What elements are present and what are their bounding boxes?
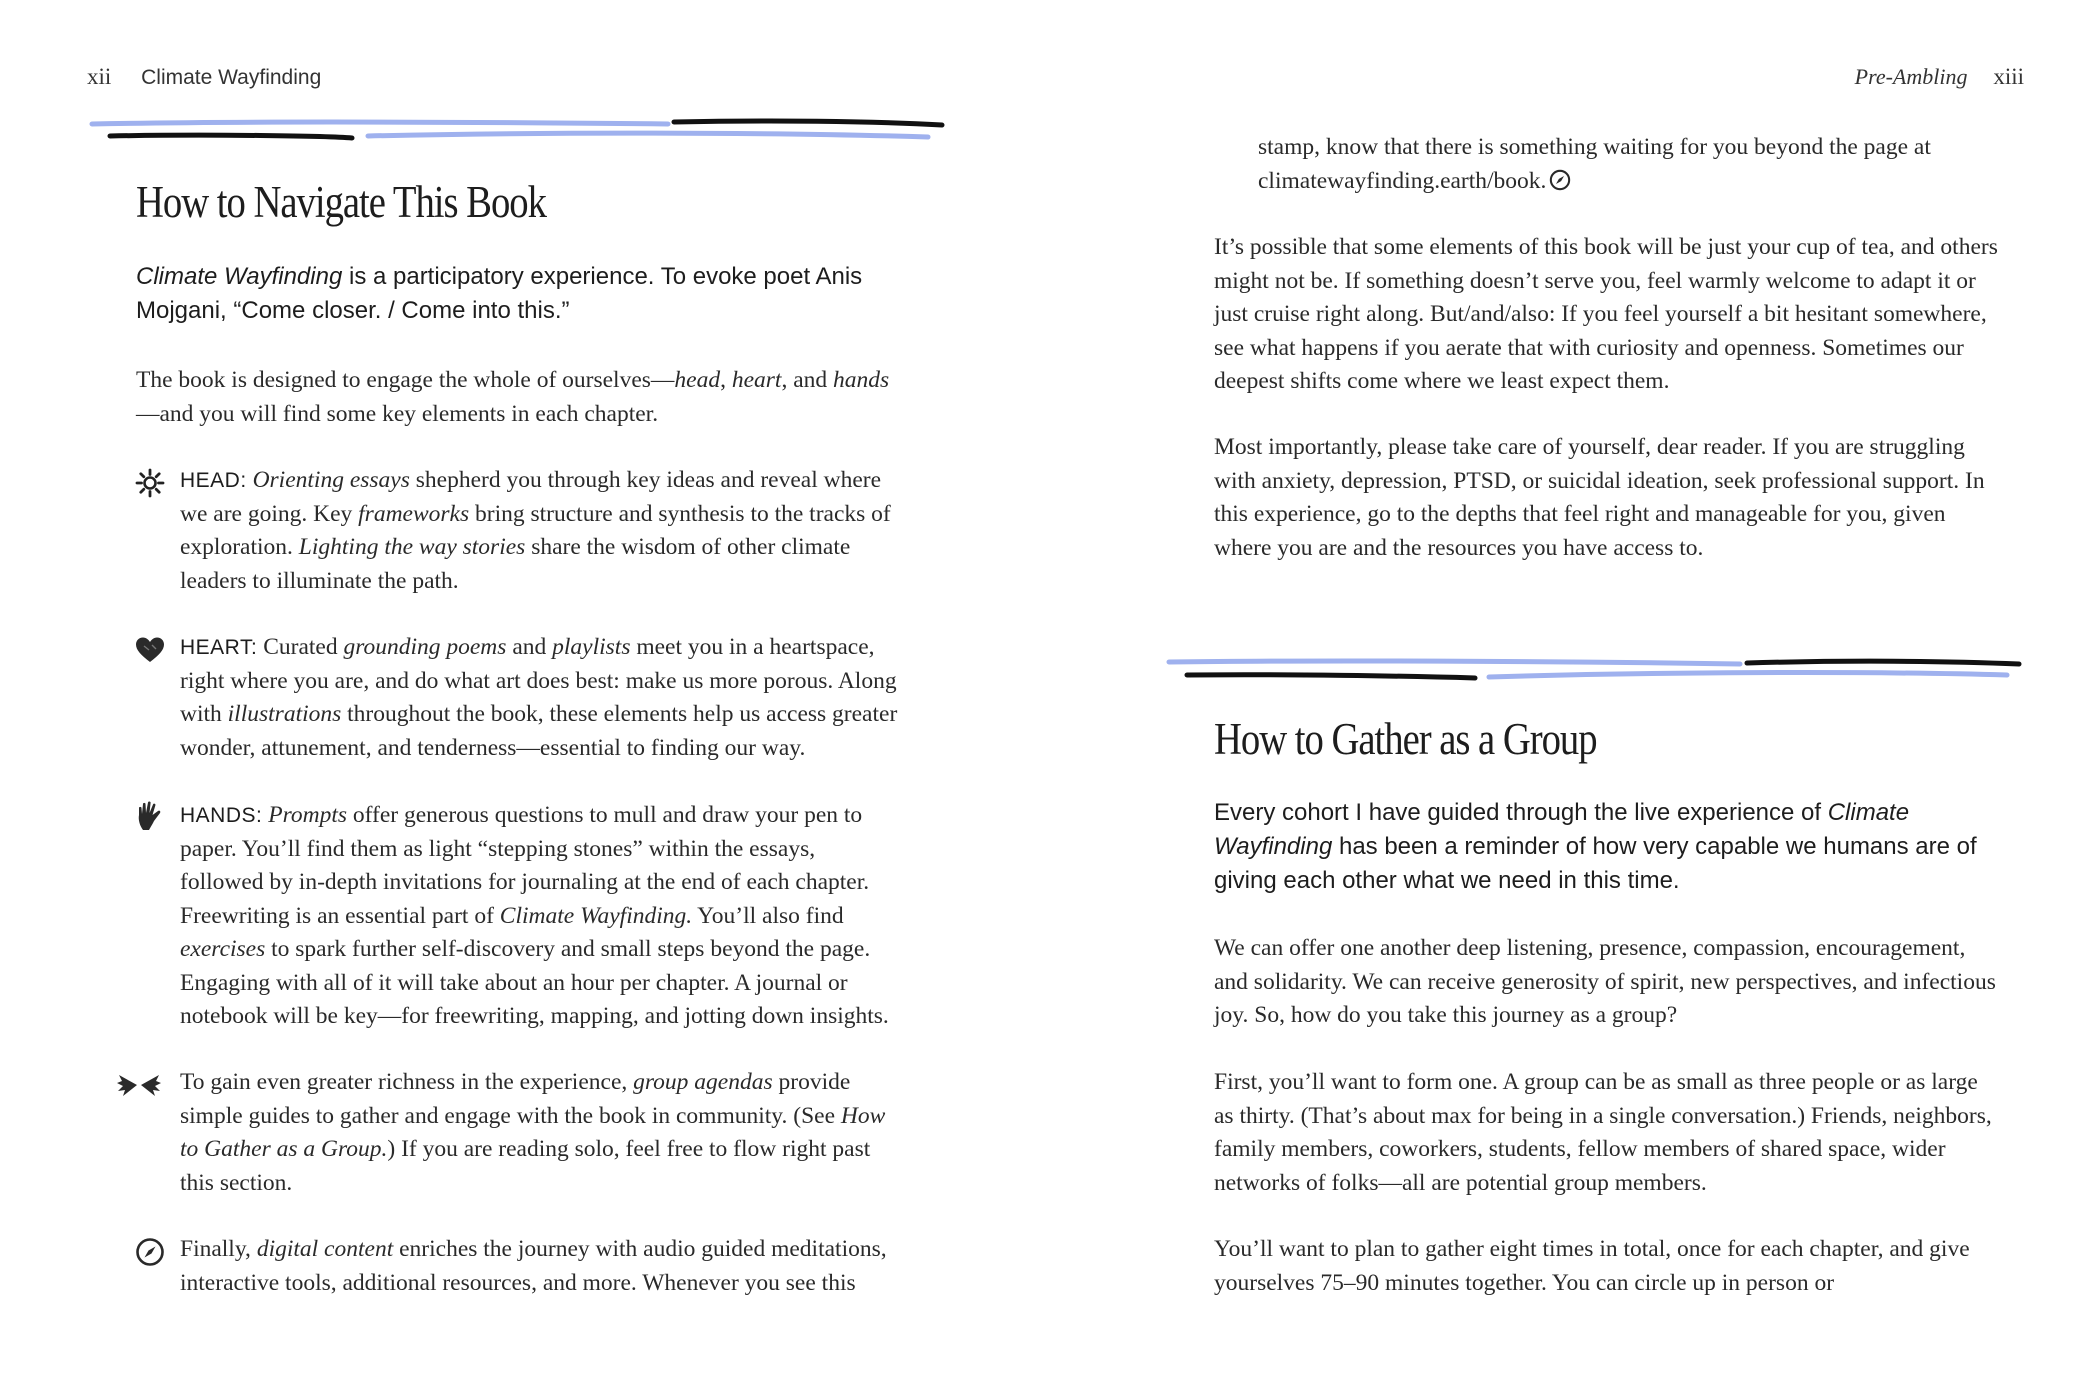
decorative-brush-strokes <box>90 118 950 148</box>
body-paragraph: It’s possible that some elements of this book will be just your cup of tea, and others might not be. If something doesn’t serve you, feel warmly welcome to adapt it or just cruise right along. But/and/also: If you feel yourself a bit hesitant somewhere, see what happens if you aerate that with curiosity and openness. Sometimes our deepest shifts come where we least expect them. <box>1214 234 1998 394</box>
running-title: Climate Wayfinding <box>141 66 322 89</box>
hand-icon <box>135 801 165 831</box>
running-head-right <box>1855 64 2024 90</box>
section-heading: How to Gather as a Group <box>1214 714 1597 764</box>
book-title: Climate Wayfinding <box>1214 799 1910 860</box>
book-title: Climate Wayfinding <box>136 263 343 290</box>
heart-icon <box>135 635 165 665</box>
group-hands-icon <box>116 1070 162 1100</box>
intro-paragraph: The book is designed to engage the whole of ourselves—head, heart, and hands—and you will find some key elements in each chapter. <box>136 367 890 427</box>
page-number: xii <box>87 64 112 89</box>
sun-icon <box>135 468 165 498</box>
list-item-text: To gain even greater richness in the experience, group agendas provide simple guides to gather and engage with the book in community. (See How to Gather as a Group.) If you are reading solo, feel free to flow right past this section. <box>180 1069 886 1196</box>
page-number: xiii <box>1993 64 2024 89</box>
lede-paragraph: Every cohort I have guided through the live experience of Climate Wayfinding has been a reminder of how very capable we humans are of giving each other what we need in this time. <box>1214 799 1977 894</box>
body-paragraph: You’ll want to plan to gather eight times in total, once for each chapter, and give yourselves 75–90 minutes together. You can circle up in person or <box>1214 1236 1970 1296</box>
list-item-text: HEAD: Orienting essays shepherd you through key ideas and reveal where we are going. Key frameworks bring structure and synthesis to the tracks of exploration. Lighting the way stories share the wisdom of other climate leaders to illuminate the path. <box>180 467 891 594</box>
compass-icon <box>1549 168 1571 202</box>
list-item-text: HEART: Curated grounding poems and playlists meet you in a heartspace, right where you are, and do what art does best: make us more porous. Along with illustrations throughout the book, these elements help us access greater wonder, attunement, and tenderness—essential to finding our way. <box>180 634 898 761</box>
right-page <box>1050 0 2100 1400</box>
list-item-text: Finally, digital content enriches the journey with audio guided meditations, interactive tools, additional resources, and more. Whenever you see this <box>180 1236 887 1296</box>
compass-icon <box>135 1237 165 1267</box>
lede-paragraph: Climate Wayfinding is a participatory experience. To evoke poet Anis Mojgani, “Come closer. / Come into this.” <box>136 263 863 324</box>
running-title: Pre-Ambling <box>1854 64 1968 89</box>
body-paragraph: First, you’ll want to form one. A group can be as small as three people or as large as thirty. (That’s about max for being in a single conversation.) Friends, neighbors, family members, coworkers, students, fellow members of shared space, wider networks of folks—all are potential group members. <box>1214 1069 1992 1196</box>
body-paragraph: We can offer one another deep listening, presence, compassion, encouragement, and solidarity. We can receive generosity of spirit, new perspectives, and infectious joy. So, how do you take this journey as a group? <box>1214 935 1996 1028</box>
list-item-text: HANDS: Prompts offer generous questions to mull and draw your pen to paper. You’ll find them as light “stepping stones” within the essays, followed by in-depth invitations for journaling at the end of each chapter. Freewriting is an essential part of Climate Wayfinding. You’ll also find exercises to spark further self-discovery and small steps beyond the page. Engaging with all of it will take about an hour per chapter. A journal or notebook will be key—for freewriting, mapping, and jotting down insights. <box>180 802 889 1029</box>
decorative-brush-strokes <box>1167 658 2027 688</box>
continuation-paragraph: stamp, know that there is something waiting for you beyond the page at climatewayfinding.earth/book. <box>1258 131 1998 201</box>
section-heading: How to Navigate This Book <box>136 177 546 227</box>
running-head-left <box>87 64 321 90</box>
body-paragraph: Most importantly, please take care of yourself, dear reader. If you are struggling with anxiety, depression, PTSD, or suicidal ideation, seek professional support. In this experience, go to the depths that feel right and manageable for you, given where you are and the resources you have access to. <box>1214 434 1985 561</box>
